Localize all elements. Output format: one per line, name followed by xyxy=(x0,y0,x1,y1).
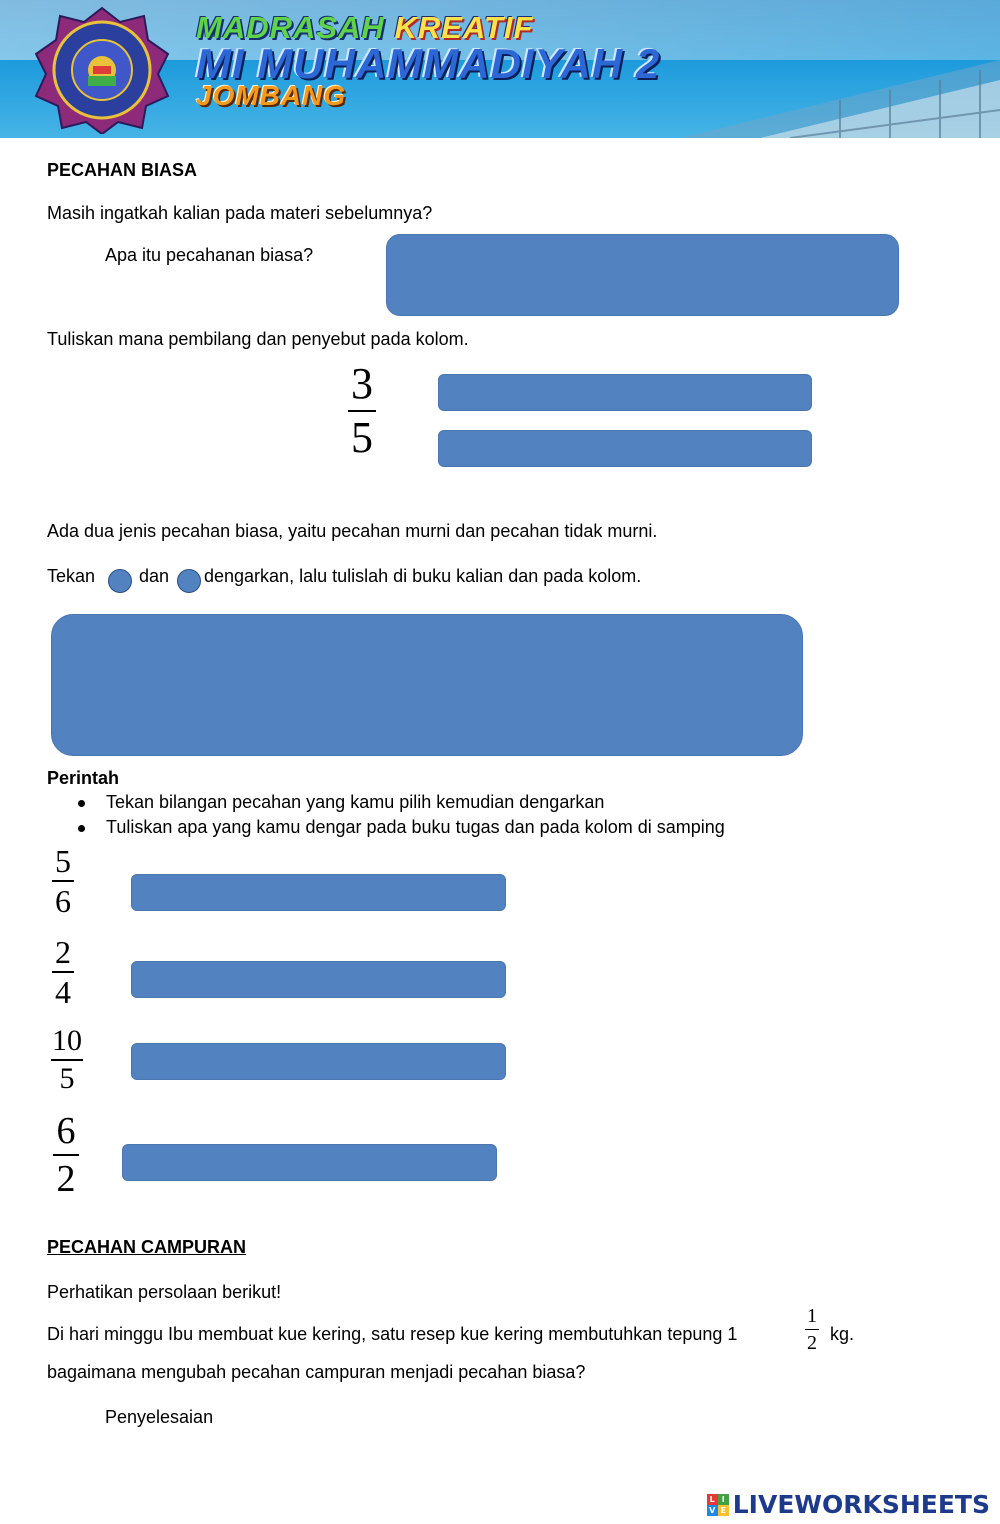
dan-label: dan xyxy=(139,566,170,586)
solution-label: Penyelesaian xyxy=(105,1407,214,1427)
fraction-denominator: 5 xyxy=(351,413,373,462)
fraction-numerator: 6 xyxy=(56,1110,76,1152)
fraction-denominator: 5 xyxy=(59,1062,75,1095)
fraction-denominator: 2 xyxy=(56,1158,76,1200)
answer-box-fraction-4[interactable] xyxy=(122,1144,497,1181)
section-title-pecahan-campuran: PECAHAN CAMPURAN xyxy=(47,1237,247,1257)
audio-button-1[interactable] xyxy=(108,569,132,593)
answer-box-definition[interactable] xyxy=(386,234,899,316)
liveworksheets-brand xyxy=(707,1490,990,1519)
icon-letter: V xyxy=(707,1505,718,1516)
types-statement: Ada dua jenis pecahan biasa, yaitu pecahan murni dan pecahan tidak murni. xyxy=(47,521,658,541)
answer-box-denominator[interactable] xyxy=(438,430,812,467)
campuran-problem-text: Di hari minggu Ibu membuat kue kering, satu resep kue kering membutuhkan tepung 1 xyxy=(47,1324,738,1344)
fraction-numerator: 2 xyxy=(55,934,71,970)
banner-kreatif: KREATIF xyxy=(394,10,534,45)
school-logo xyxy=(12,6,192,134)
section-title-pecahan-biasa: PECAHAN BIASA xyxy=(47,160,198,180)
campuran-question: bagaimana mengubah pecahan campuran menjadi pecahan biasa? xyxy=(47,1362,586,1382)
fraction-button-6-2[interactable] xyxy=(50,1112,82,1198)
tekan-label: Tekan xyxy=(47,566,96,586)
fraction-bar xyxy=(52,880,74,882)
perintah-list xyxy=(78,790,725,840)
intro-text: Masih ingatkah kalian pada materi sebelumnya? xyxy=(47,203,433,223)
banner-madrasah: MADRASAH xyxy=(196,10,395,45)
mixed-fraction-half xyxy=(801,1306,823,1353)
fraction-bar xyxy=(348,410,376,412)
answer-box-fraction-3[interactable] xyxy=(131,1043,506,1080)
fraction-button-2-4[interactable] xyxy=(48,936,78,1008)
fraction-three-fifths xyxy=(343,359,381,462)
icon-letter: E xyxy=(718,1505,729,1516)
fraction-button-5-6[interactable] xyxy=(48,845,78,917)
fraction-denominator: 2 xyxy=(807,1332,817,1354)
question-text: Apa itu pecahanan biasa? xyxy=(105,245,314,265)
icon-letter: I xyxy=(718,1494,729,1505)
fraction-numerator: 10 xyxy=(52,1024,82,1057)
liveworksheets-icon xyxy=(707,1494,729,1516)
audio-button-2[interactable] xyxy=(177,569,201,593)
fraction-numerator: 1 xyxy=(807,1305,817,1327)
perintah-item: Tuliskan apa yang kamu dengar pada buku tugas dan pada kolom di samping xyxy=(78,815,725,840)
answer-box-fraction-1[interactable] xyxy=(131,874,506,911)
fraction-numerator: 5 xyxy=(55,843,71,879)
campuran-unit: kg. xyxy=(830,1324,855,1344)
fraction-bar xyxy=(52,971,74,973)
answer-box-numerator[interactable] xyxy=(438,374,812,411)
fraction-bar xyxy=(51,1059,83,1061)
perintah-item: Tekan bilangan pecahan yang kamu pilih kemudian dengarkan xyxy=(78,790,725,815)
banner-school-name: MI MUHAMMADIYAH 2 xyxy=(196,40,661,87)
instruction-text: Tuliskan mana pembilang dan penyebut pada kolom. xyxy=(47,329,469,349)
fraction-bar xyxy=(53,1154,79,1156)
building-graphic xyxy=(640,40,1000,138)
perintah-title: Perintah xyxy=(47,768,120,788)
answer-box-types[interactable] xyxy=(51,614,803,756)
fraction-denominator: 6 xyxy=(55,883,71,919)
fraction-numerator: 3 xyxy=(351,359,373,408)
banner-city: JOMBANG xyxy=(196,80,347,111)
answer-box-fraction-2[interactable] xyxy=(131,961,506,998)
header-banner xyxy=(0,0,1000,138)
liveworksheets-wordmark: LIVEWORKSHEETS xyxy=(732,1490,990,1519)
icon-letter: L xyxy=(707,1494,718,1505)
fraction-bar xyxy=(805,1329,819,1330)
listen-instruction: dengarkan, lalu tulislah di buku kalian dan pada kolom. xyxy=(204,566,642,586)
campuran-intro: Perhatikan persolaan berikut! xyxy=(47,1282,282,1302)
fraction-button-10-5[interactable] xyxy=(48,1026,86,1094)
fraction-denominator: 4 xyxy=(55,974,71,1010)
